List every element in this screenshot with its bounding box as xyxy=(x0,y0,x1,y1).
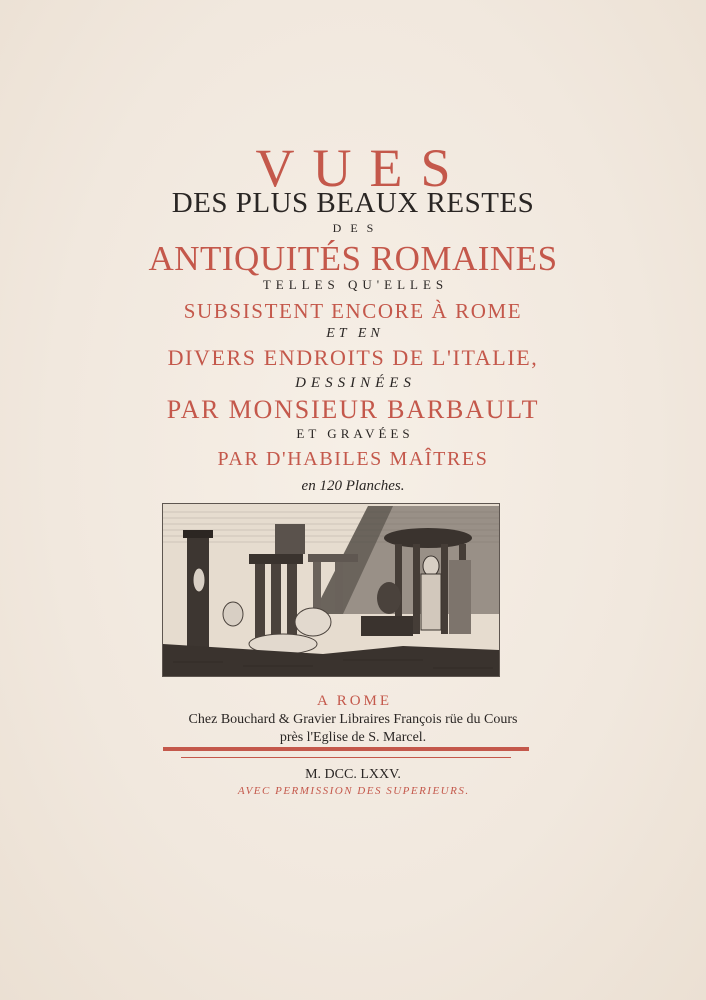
title-line-planches: en 120 Planches. xyxy=(301,478,405,494)
imprint-permission: AVEC PERMISSION DES SUPERIEURS. xyxy=(237,785,470,797)
title-line-des: DES xyxy=(332,221,383,235)
imprint-rule-thin xyxy=(181,757,511,758)
title-antiquites-romaines: ANTIQUITÉS ROMAINES xyxy=(148,239,558,278)
imprint-rule-thick xyxy=(163,747,529,751)
title-line-et-gravees: ET GRAVÉES xyxy=(296,426,414,441)
title-line-plus-beaux-restes: DES PLUS BEAUX RESTES xyxy=(171,187,535,219)
title-par-habiles-maitres: PAR D'HABILES MAÎTRES xyxy=(217,448,489,470)
imprint-publisher: Chez Bouchard & Gravier Libraires François rüe du Cours xyxy=(188,712,518,727)
ruins-engraving-illustration xyxy=(163,504,499,676)
imprint-place: A ROME xyxy=(316,693,393,709)
engraving-vignette xyxy=(162,503,500,677)
title-line-dessinees: DESSINÉES xyxy=(295,375,416,391)
title-divers-endroits: DIVERS ENDROITS DE L'ITALIE, xyxy=(167,345,539,370)
title-line-et-en: ET EN xyxy=(326,326,384,341)
title-vues: VUES xyxy=(255,138,469,198)
title-par-monsieur-barbault: PAR MONSIEUR BARBAULT xyxy=(166,395,540,424)
title-subsistent-encore: SUBSISTENT ENCORE À ROME xyxy=(183,299,523,323)
imprint-date: M. DCC. LXXV. xyxy=(305,767,401,782)
imprint-address: près l'Eglise de S. Marcel. xyxy=(279,730,427,745)
title-line-telles-quelles: TELLES QU'ELLES xyxy=(262,277,449,292)
